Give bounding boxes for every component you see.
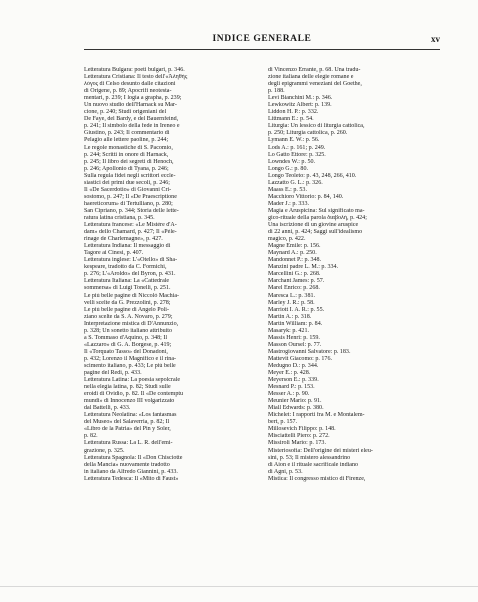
index-entry-line: Le regole monastiche di S. Pacomio, xyxy=(84,144,173,151)
index-column-left xyxy=(84,67,254,483)
index-entry-line: in italiano da Alfredo Giannini, p. 433. xyxy=(84,468,178,475)
index-entry-line: grazione, p. 325. xyxy=(84,447,125,454)
index-entry-line: Pelagio alle lettere paoline, p. 244; xyxy=(84,137,169,144)
index-entry-line: di Vincenzo Errante, p. 68. Una tradu- xyxy=(268,67,361,73)
index-entry-line: p. 328; Un sonetto italiano attribuito xyxy=(84,327,173,334)
index-entry-line: Marcellini G.: p. 268. xyxy=(268,271,321,278)
index-entry-line: p. 245; Il libro dei segreti di Henoch, xyxy=(84,158,174,165)
index-entry-line: Letteratura Neolatina: «Los fantasmas xyxy=(84,412,177,419)
index-entry-line: Masson Oursel: p. 77. xyxy=(268,341,322,348)
index-entry-line: Martin William: p. 84. xyxy=(268,320,323,327)
index-entry-line: Mattevit Giacomo: p. 176. xyxy=(268,355,332,362)
index-entry-line: Misteriosofia: Dell'origine dei misteri eleu- xyxy=(268,447,373,454)
index-entry-line: di Agni, p. 53. xyxy=(268,468,303,475)
index-entry-line: ziano scelte da S. A. Novaro, p. 279; xyxy=(84,313,173,320)
index-entry-line: Marchant James: p. 57. xyxy=(268,278,325,285)
index-entry-line: p. 241; Il simbolo della fede in Ireneo e xyxy=(84,123,180,130)
index-entry-line: Letteratura francese: «Le Mistère d'A- xyxy=(84,222,177,229)
index-entry-line: Le più belle pagine di Niccolò Machia- xyxy=(84,292,180,299)
index-entry-line: Mastrogiovanni Salvatore: p. 183. xyxy=(268,348,351,355)
index-entry-line: Marel Enrico: p. 268. xyxy=(268,285,320,292)
index-entry-line: «Lazzaro» di G. A. Borgese, p. 419; xyxy=(84,341,172,348)
index-entry-line: Lymann E. W.: p. 56. xyxy=(268,137,320,144)
index-entry-line: Longo G.: p. 80. xyxy=(268,165,308,172)
index-entry-line: magico, p. 422. xyxy=(268,236,306,243)
index-entry-line: λόγος di Celso desunto dalle citazioni xyxy=(84,81,176,88)
index-entry-line: eroidi di Ovidio, p. 82. Il «De contemptu xyxy=(84,391,184,398)
index-entry-line: p. 244; Scritti in onore di Harnack, xyxy=(84,151,169,158)
index-entry-line: De Faye, del Bardy, e del Bauernfeind, xyxy=(84,116,179,123)
index-entry-line: p. 188. xyxy=(268,88,285,95)
index-entry-line: Interpretazione mistica di D'Annunzio, xyxy=(84,320,179,327)
index-entry-line: Lo Gatto Ettore: p. 325. xyxy=(268,151,326,158)
index-entry-line: Michelet: I rapporti fra M. e Montalem- xyxy=(268,412,365,419)
index-entry-line: Meyerson E.: p. 339. xyxy=(268,377,319,384)
index-entry-line: Magne Emile: p. 156. xyxy=(268,243,321,250)
index-entry-line: Miall Edwards: p. 380. xyxy=(268,405,324,412)
index-entry-line: della Mancia» nuovamente tradotto xyxy=(84,461,170,468)
index-entry-line: Massis Henri: p. 159. xyxy=(268,334,320,341)
index-entry-line: Un nuovo studio dell'Harnack su Mar- xyxy=(84,102,177,109)
index-entry-line: Giustino, p. 243; Il commentario di xyxy=(84,130,170,137)
index-entry-line: dam» dello Chamard, p. 427; Il «Pèle- xyxy=(84,229,177,236)
index-entry-line: Misciattelli Piero: p. 272. xyxy=(268,433,330,440)
index-entry-line: Letteratura Russa: La L. R. dell'emi- xyxy=(84,440,173,447)
index-entry-line: di Aion e il rituale sacrificale indiano xyxy=(268,461,359,468)
index-entry-line: Meunier Mario: p. 91. xyxy=(268,398,322,405)
index-entry-line: cione, p. 240; Studi origeniani del xyxy=(84,109,167,116)
index-entry-line: kespeare, tradotto da C. Formichi, xyxy=(84,264,167,271)
index-entry-line: Mandonnet P.: p. 348. xyxy=(268,257,322,264)
index-entry-line: Sulla regula fidei negli scrittori eccle- xyxy=(84,172,176,179)
index-entry-line: haereticorum» di Tertulliano, p. 280; xyxy=(84,200,173,207)
index-entry-line: Letteratura inglese: L'«Otello» di Sha- xyxy=(84,257,178,264)
index-entry-line: Meyer E.: p. 428. xyxy=(268,370,311,377)
index-entry-line: Macchioro Vittorio: p. 84, 140. xyxy=(268,193,344,200)
index-entry-line: di 22 anni, p. 424; Saggi sull'idealismo xyxy=(268,229,363,236)
index-entry-line: ratura latina cristiana, p. 345. xyxy=(84,214,155,221)
index-entry-line: sommersa» di Luigi Tonelli, p. 251. xyxy=(84,285,171,292)
index-entry-line: p. 82. xyxy=(84,433,98,440)
index-entry-line: Millosevich Filippo: p. 148. xyxy=(268,426,336,433)
index-entry-line: del Museo» del Salaverria, p. 82; Il xyxy=(84,419,170,426)
index-column-right xyxy=(268,67,438,483)
index-entry-line: Longo Teoleto: p. 43, 248, 266, 410. xyxy=(268,172,357,179)
index-entry-line: Marriott I. A. R.: p. 55. xyxy=(268,306,325,313)
index-entry-line: degli epigrammi veneziani del Goethe, xyxy=(268,81,362,88)
index-entry-line: Letteratura Latina: La poesia sepolcrale xyxy=(84,377,181,384)
index-entry-line: Manzini padre L. M.: p. 334. xyxy=(268,264,339,271)
header-rule xyxy=(84,49,440,50)
index-entry-line: siastici dei primi due secoli, p. 246; xyxy=(84,179,170,186)
index-entry-line: pagine del Redi, p. 433. xyxy=(84,370,142,377)
index-entry-line: p. 432; Lorenzo il Magnifico e il rina- xyxy=(84,355,177,362)
index-entry-line: Il «Torquato Tasso» del Donadoni, xyxy=(84,348,168,355)
index-entry-line: Medugno D.: p. 344. xyxy=(268,362,319,369)
index-entry-line: sini, p. 53; Il mistero alessandrino xyxy=(268,454,351,461)
index-entry-line: mentari, p. 239; I logia a grapha, p. 239; xyxy=(84,95,182,102)
index-entry-line: nella elegia latina, p. 82; Studi sulle xyxy=(84,384,171,391)
index-entry-line: velli scelte da G. Prezzolini, p. 278; xyxy=(84,299,171,306)
page-number: xv xyxy=(431,34,440,44)
index-entry-line: dal Battelli, p. 433. xyxy=(84,405,131,412)
index-entry-line: Magia e Aruspicina: Sul significato ma- xyxy=(268,207,365,214)
index-entry-line: Letteratura Indiana: Il messaggio di xyxy=(84,243,171,250)
index-entry-line: Maynard A.: p. 250. xyxy=(268,250,317,257)
page-title: INDICE GENERALE xyxy=(212,34,312,44)
index-entry-line: Masaryk: p. 421. xyxy=(268,327,309,334)
index-entry-line: Levi Bianchini M.: p. 346. xyxy=(268,95,333,102)
index-entry-line: Letteratura Spagnola: Il «Don Chisciotte xyxy=(84,454,183,461)
page-bottom-edge xyxy=(0,586,478,587)
index-entry-line: Lewkowitz Albert: p. 139. xyxy=(268,102,332,109)
index-entry-line: Tagore ai Cinesi, p. 407. xyxy=(84,250,144,257)
index-entry-line: Missiroli Mario: p. 173. xyxy=(268,440,326,447)
index-entry-line: scimento italiano, p. 433; Le più belle xyxy=(84,362,176,369)
index-entry-line: Mistica: Il congresso mistico di Firenze, xyxy=(268,475,366,482)
index-entry-line: Letteratura Italiana: La «Cattedrale xyxy=(84,278,170,285)
index-entry-line: Le più belle pagine di Angelo Poli- xyxy=(84,306,169,313)
index-entry-line: Il «De Sacerdotio» di Giovanni Cri- xyxy=(84,186,172,193)
index-entry-line: Letteratura Bulgara: poeti bulgari, p. 346. xyxy=(84,67,185,73)
index-entry-line: bert, p. 157. xyxy=(268,419,298,426)
index-entry-line: Liturgia: Un lessico di liturgia cattolica, xyxy=(268,123,365,130)
index-entry-line: zione italiana delle elegie romane e xyxy=(268,74,354,81)
index-entry-line: Messer A.: p. 90. xyxy=(268,391,310,398)
index-entry-line: «Libro de la Patria» del Pin y Soler, xyxy=(84,426,171,433)
index-entry-line: Liddon H. P.: p. 332. xyxy=(268,109,319,116)
index-entry-line: Mesnard P.: p. 153. xyxy=(268,384,315,391)
index-entry-line: Lazzatto G. L.: p. 326. xyxy=(268,179,323,186)
index-entry-line: p. 276; L'«Aroldo» del Byron, p. 431. xyxy=(84,271,176,278)
index-entry-line: di Origene, p. 89; Apocrifi neotesta- xyxy=(84,88,172,95)
index-entry-line: Lods A.: p. 161; p. 249. xyxy=(268,144,326,151)
index-entry-line: Marley J. R.: p. 58. xyxy=(268,299,315,306)
index-entry-line: Lowndes W.: p. 50. xyxy=(268,158,316,165)
index-entry-line: Mader J.: p. 333. xyxy=(268,200,309,207)
index-entry-line: a S. Tommaso d'Aquino, p. 348; Il xyxy=(84,334,168,341)
index-entry-line: p. 250; Liturgia cattolica, p. 260. xyxy=(268,130,348,137)
index-entry-line: gico-rituale della parola διαβολή, p. 424; xyxy=(268,214,367,221)
index-entry-line: p. 246; Apollonio di Tyana, p. 246; xyxy=(84,165,169,172)
index-entry-line: rinage de Charlemagne», p. 427. xyxy=(84,236,163,243)
running-header xyxy=(84,34,440,48)
index-entry-line: Littmann E.: p. 54. xyxy=(268,116,314,123)
index-entry-line: Letteratura Tedesca: Il «Mito di Faust» xyxy=(84,475,179,482)
index-entry-line: San Cipriano, p. 344; Storia delle lette- xyxy=(84,207,179,214)
index-entry-line: Una iscrizione di un giovine aruspice xyxy=(268,222,359,229)
index-entry-line: mundi» di Innocenzo III volgarizzato xyxy=(84,398,175,405)
index-entry-line: sostomo, p. 247; Il «De Praescriptione xyxy=(84,193,177,200)
index-entry-line: Maresca L.: p. 381. xyxy=(268,292,316,299)
index-entry-line: Maass E.: p. 53. xyxy=(268,186,307,193)
index-entry-line: Martin A.: p. 318. xyxy=(268,313,312,320)
index-entry-line: Letteratura Cristiana: Il testo dell'«Ἀληθὴς xyxy=(84,74,188,81)
